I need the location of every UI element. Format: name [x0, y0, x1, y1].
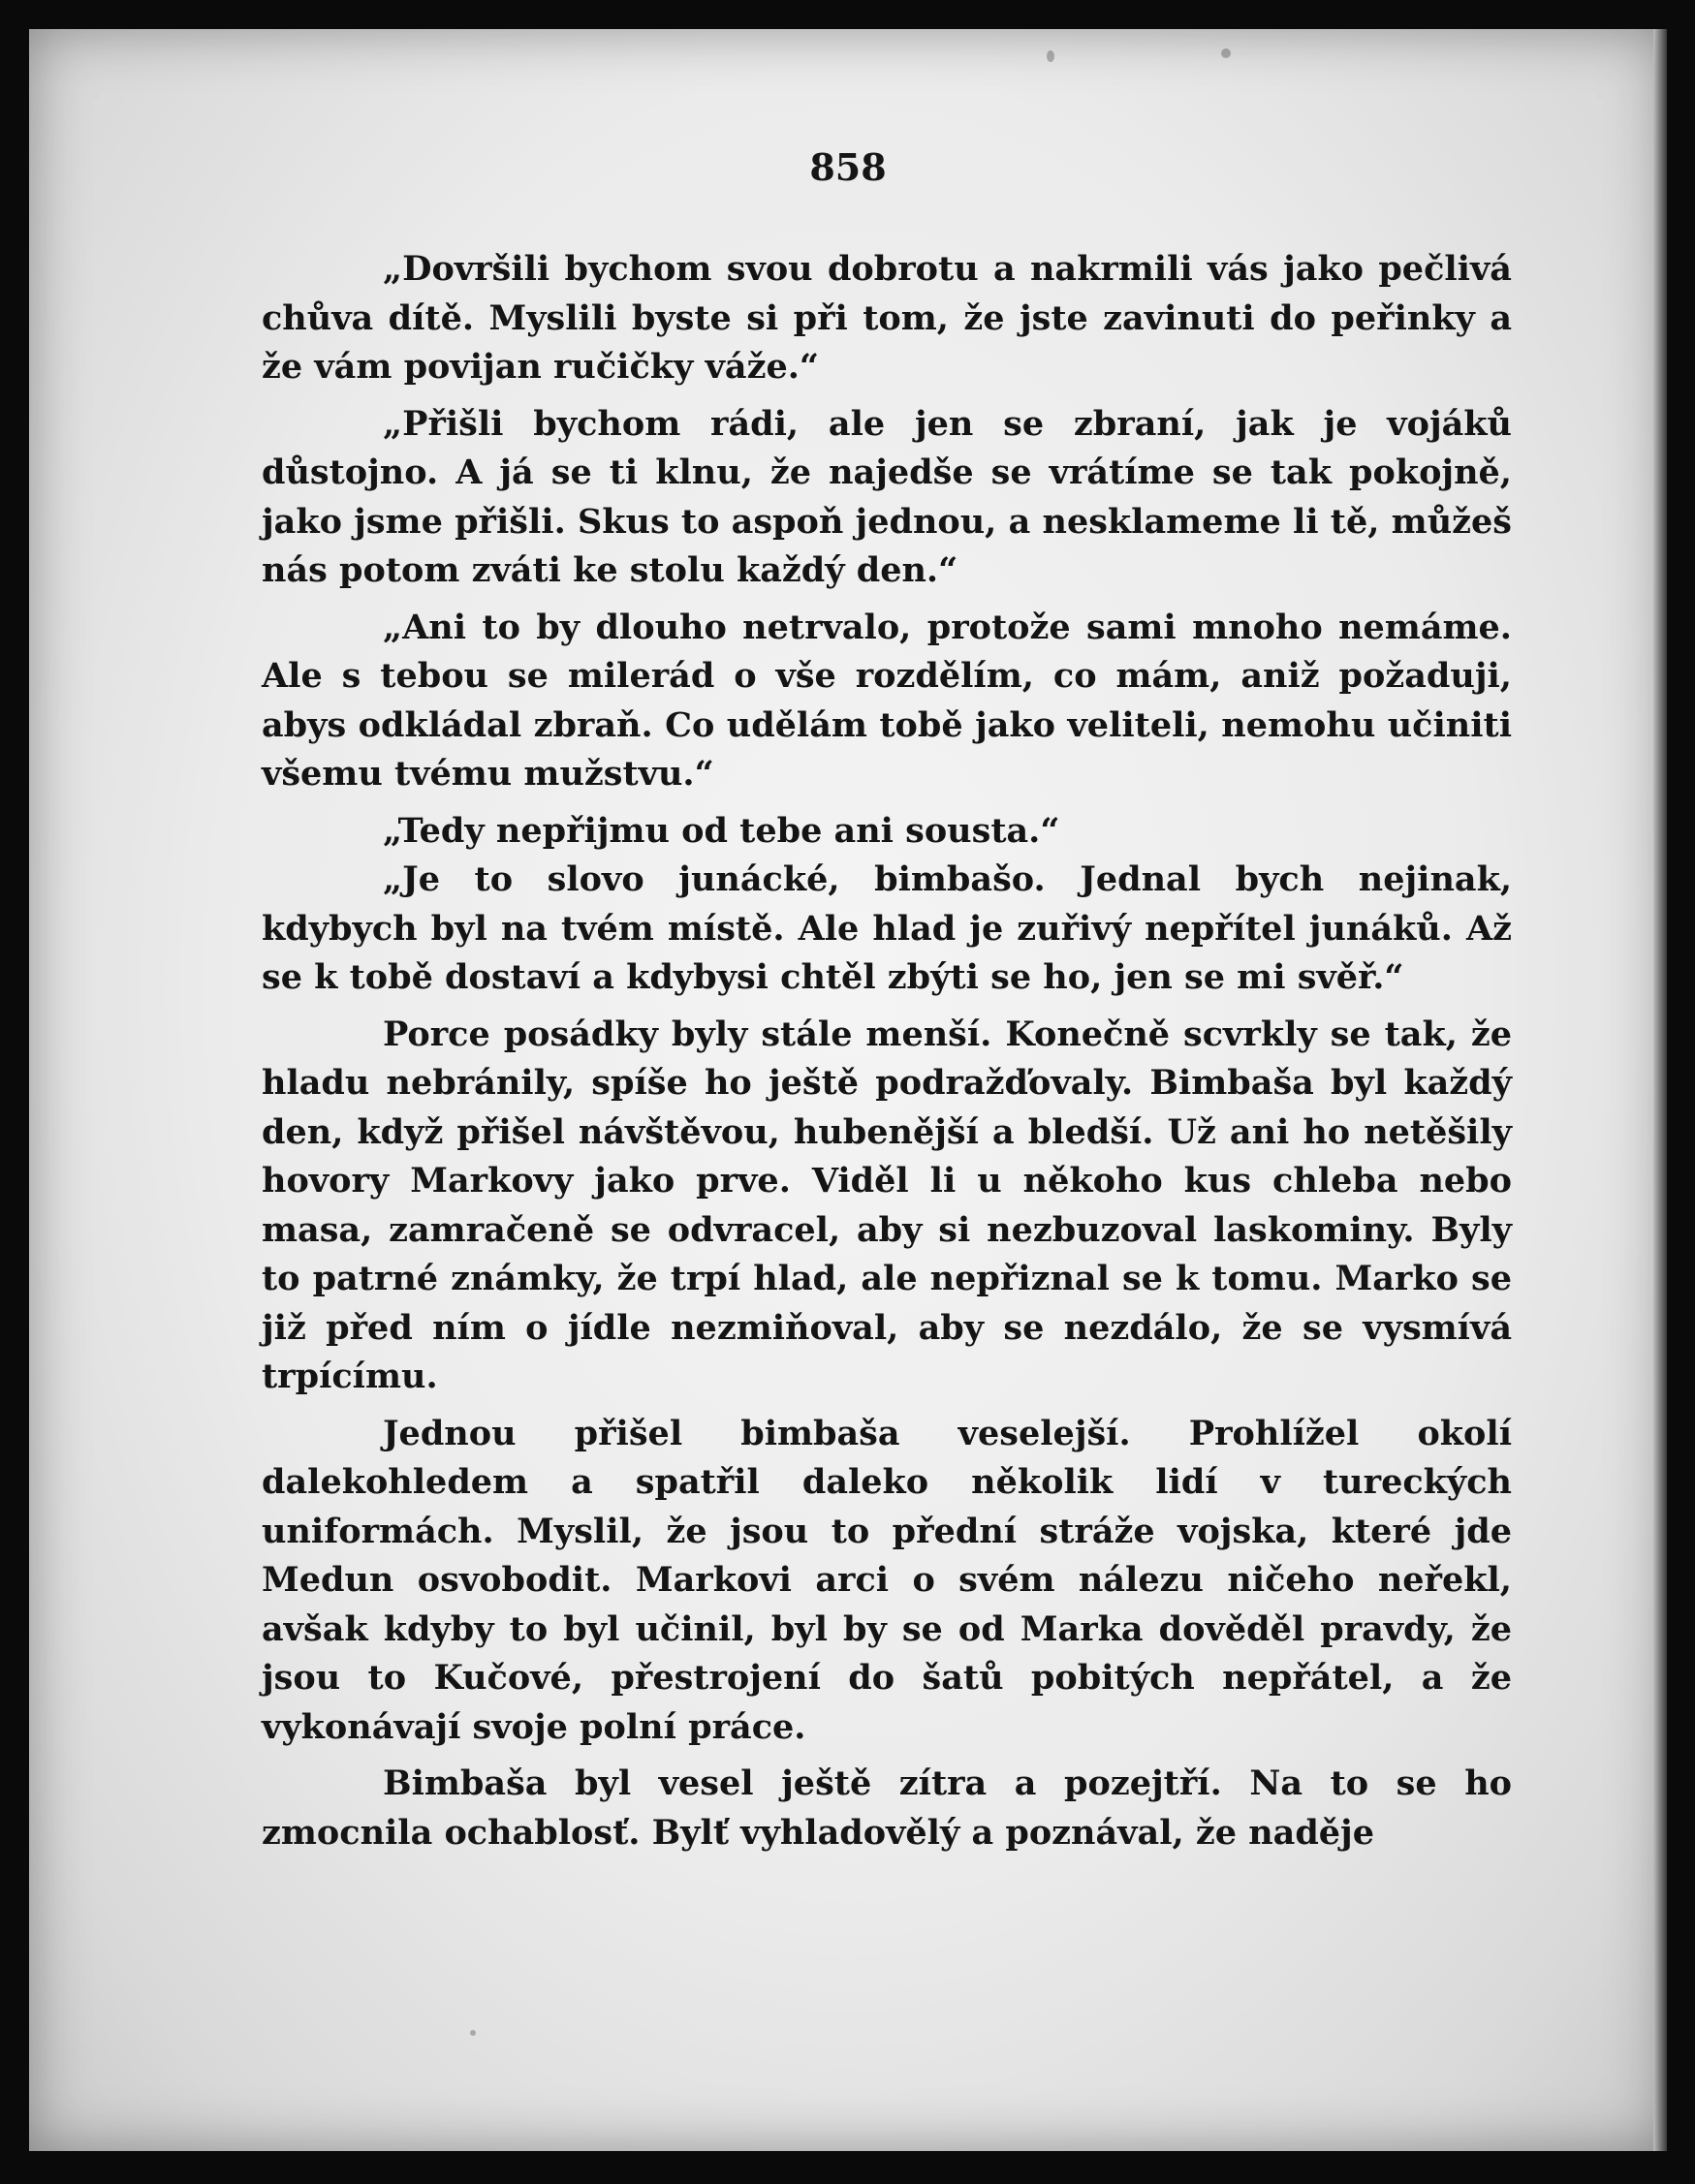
paragraph: „Ani to by dlouho netrvalo, protože sami mnoho nemáme. Ale s tebou se milerád o vše rozdělím, co mám, aniž požaduji, abys odkládal zbraň. Co udělám tobě jako veliteli, nemohu učiniti všemu tvému mužstvu.“: [262, 607, 1512, 794]
paragraph: „Je to slovo junácké, bimbašo. Jednal bych nejinak, kdybych byl na tvém místě. Ale hlad je zuřivý nepřítel junáků. Až se k tobě dostaví a kdybysi chtěl zbýti se ho, jen se mi svěř.“: [262, 859, 1512, 997]
paragraph: Jednou přišel bimbaša veselejší. Prohlížel okolí dalekohledem a spatřil daleko několik lidí v tureckých uniformách. Myslil, že jsou to přední stráže vojska, které jde Medun osvobodit. Markovi arci o svém nálezu ničeho neřekl, avšak kdyby to byl učinil, byl by se od Marka dověděl pravdy, že jsou to Kučové, přestrojení do šatů pobitých nepřátel, a že vykonávají svoje polní práce.: [262, 1413, 1512, 1747]
ink-speck: [470, 2030, 476, 2036]
ink-speck: [1221, 48, 1231, 58]
book-page: [29, 29, 1667, 2151]
paragraph: „Dovršili bychom svou dobrotu a nakrmili vás jako pečlivá chůva dítě. Myslili byste si při tom, že jste zavinuti do peřinky a že vám povijan ručičky váže.“: [262, 249, 1512, 387]
paragraph: Bimbaša byl vesel ještě zítra a pozejtří. Na to se ho zmocnila ochablosť. Bylť vyhladovělý a poznával, že naděje: [262, 1763, 1512, 1853]
paragraph: „Přišli bychom rádi, ale jen se zbraní, jak je vojáků důstojno. A já se ti klnu, že najedše se vrátíme se tak pokojně, jako jsme přišli. Skus to aspoň jednou, a nesklameme li tě, můžeš nás potom zváti ke stolu každý den.“: [262, 403, 1512, 590]
body-text: [262, 245, 1512, 1857]
page-edge-shadow: [1653, 29, 1667, 2151]
paragraph: Porce posádky byly stále menší. Konečně scvrkly se tak, že hladu nebránily, spíše ho ještě podražďovaly. Bimbaša byl každý den, když přišel návštěvou, hubenější a bledší. Už ani ho netěšily hovory Markovy jako prve. Viděl li u někoho kus chleba nebo masa, zamračeně se odvracel, aby si nezbuzoval laskominy. Byly to patrné známky, že trpí hlad, ale nepřiznal se k tomu. Marko se již před ním o jídle nezmiňoval, aby se nezdálo, že se vysmívá trpícímu.: [262, 1014, 1512, 1396]
paragraph: „Tedy nepřijmu od tebe ani sousta.“: [383, 810, 1060, 851]
page-number: 858: [809, 145, 887, 189]
ink-speck: [1047, 50, 1054, 62]
